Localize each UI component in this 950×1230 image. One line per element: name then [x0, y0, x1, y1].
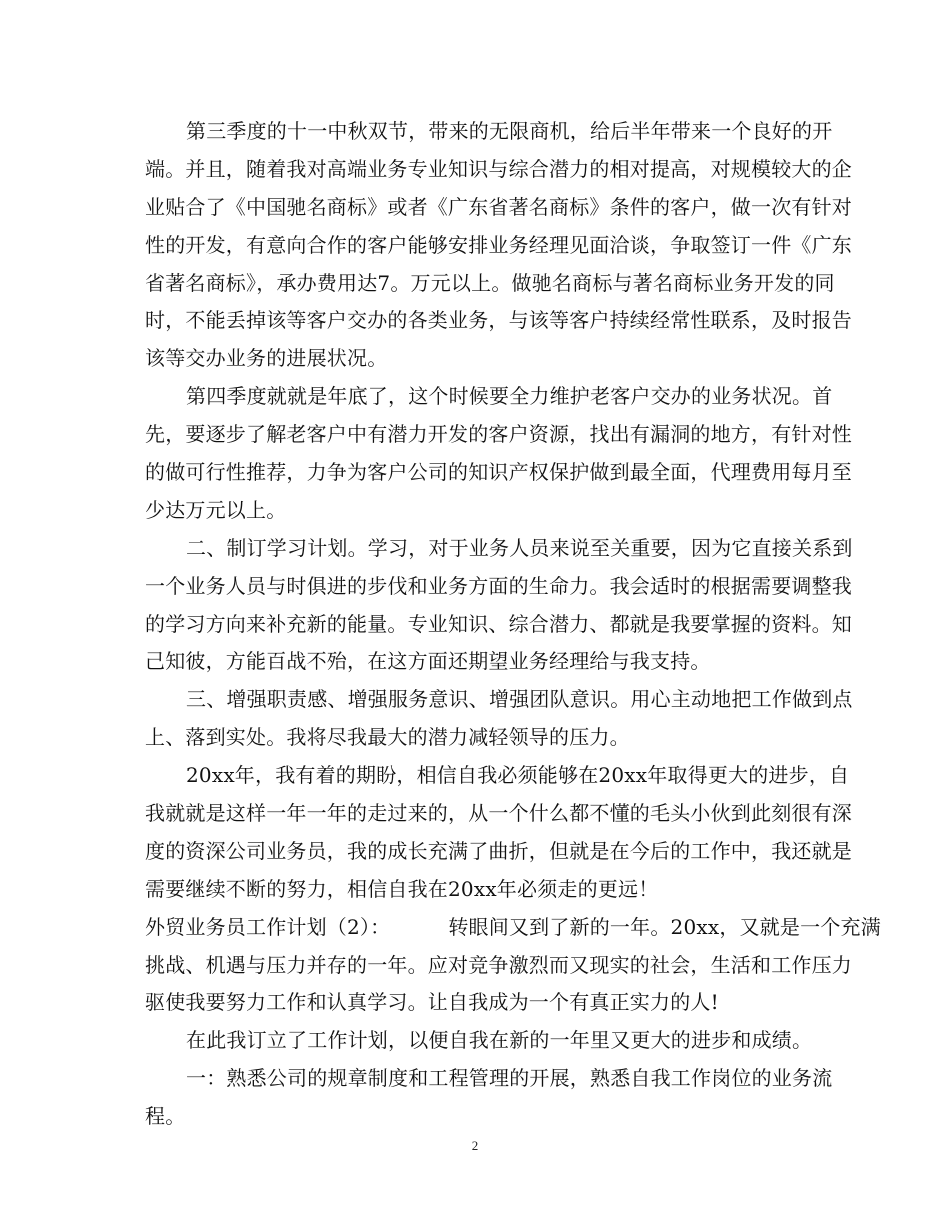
paragraph-line: 在此我订立了工作计划，以便自我在新的一年里又更大的进步和成绩。	[186, 1028, 813, 1053]
paragraph-line: 一个业务人员与时俱进的步伐和业务方面的生命力。我会适时的根据需要调整我	[145, 573, 852, 598]
paragraph-line: 的学习方向来补充新的能量。专业知识、综合潜力、都就是我要掌握的资料。知	[145, 611, 852, 636]
paragraph-line: 一：熟悉公司的规章制度和工程管理的开展，熟悉自我工作岗位的业务流	[186, 1066, 833, 1091]
paragraph-line: 挑战、机遇与压力并存的一年。应对竞争激烈而又现实的社会，生活和工作压力	[145, 952, 852, 977]
paragraph-line: 我就就是这样一年一年的走过来的，从一个什么都不懂的毛头小伙到此刻很有深	[145, 801, 852, 826]
paragraph-line: 少达万元以上。	[145, 497, 287, 522]
paragraph-line: 驱使我要努力工作和认真学习。让自我成为一个有真正实力的人!	[145, 990, 719, 1015]
paragraph-line: 程。	[145, 1104, 186, 1129]
paragraph-line: 20xx年，我有着的期盼，相信自我必须能够在20xx年取得更大的进步，自	[186, 763, 850, 788]
paragraph-line: 业贴合了《中国驰名商标》或者《广东省著名商标》条件的客户，做一次有针对	[145, 194, 852, 219]
page-number: 2	[471, 1138, 479, 1153]
paragraph-line: 先，要逐步了解老客户中有潜力开发的客户资源，找出有漏洞的地方，有针对性	[145, 422, 852, 447]
paragraph-line: 性的开发，有意向合作的客户能够安排业务经理见面洽谈，争取签订一件《广东	[145, 232, 852, 257]
paragraph-line: 需要继续不断的努力，相信自我在20xx年必须走的更远！	[145, 876, 659, 901]
paragraph-line: 省著名商标》，承办费用达7。万元以上。做驰名商标与著名商标业务开发的同	[145, 270, 835, 295]
paragraph-line: 的做可行性推荐，力争为客户公司的知识产权保护做到最全面，代理费用每月至	[145, 460, 852, 485]
paragraph-line: 上、落到实处。我将尽我最大的潜力减轻领导的压力。	[145, 725, 630, 750]
section-heading: 外贸业务员工作计划（2）：	[145, 914, 391, 939]
paragraph-line: 第三季度的十一中秋双节，带来的无限商机，给后半年带来一个良好的开	[186, 119, 833, 143]
paragraph-line: 二、制订学习计划。学习，对于业务人员来说至关重要，因为它直接关系到	[186, 535, 853, 560]
paragraph-line: 端。并且，随着我对高端业务专业知识与综合潜力的相对提高，对规模较大的企	[145, 156, 852, 181]
paragraph-line: 度的资深公司业务员，我的成长充满了曲折，但就是在今后的工作中，我还就是	[145, 838, 852, 863]
paragraph-line: 转眼间又到了新的一年。20xx，又就是一个充满	[448, 914, 881, 939]
document-body	[145, 113, 881, 1136]
paragraph-line: 第四季度就就是年底了，这个时候要全力维护老客户交办的业务状况。首	[186, 384, 833, 409]
paragraph-line: 三、增强职责感、增强服务意识、增强团队意识。用心主动地把工作做到点	[186, 687, 853, 712]
paragraph-line: 该等交办业务的进展状况。	[145, 346, 388, 371]
section-heading-line	[145, 909, 881, 947]
paragraph-line: 时，不能丢掉该等客户交办的各类业务，与该等客户持续经常性联系，及时报告	[145, 308, 852, 333]
paragraph-line: 己知彼，方能百战不殆，在这方面还期望业务经理给与我支持。	[145, 649, 711, 674]
